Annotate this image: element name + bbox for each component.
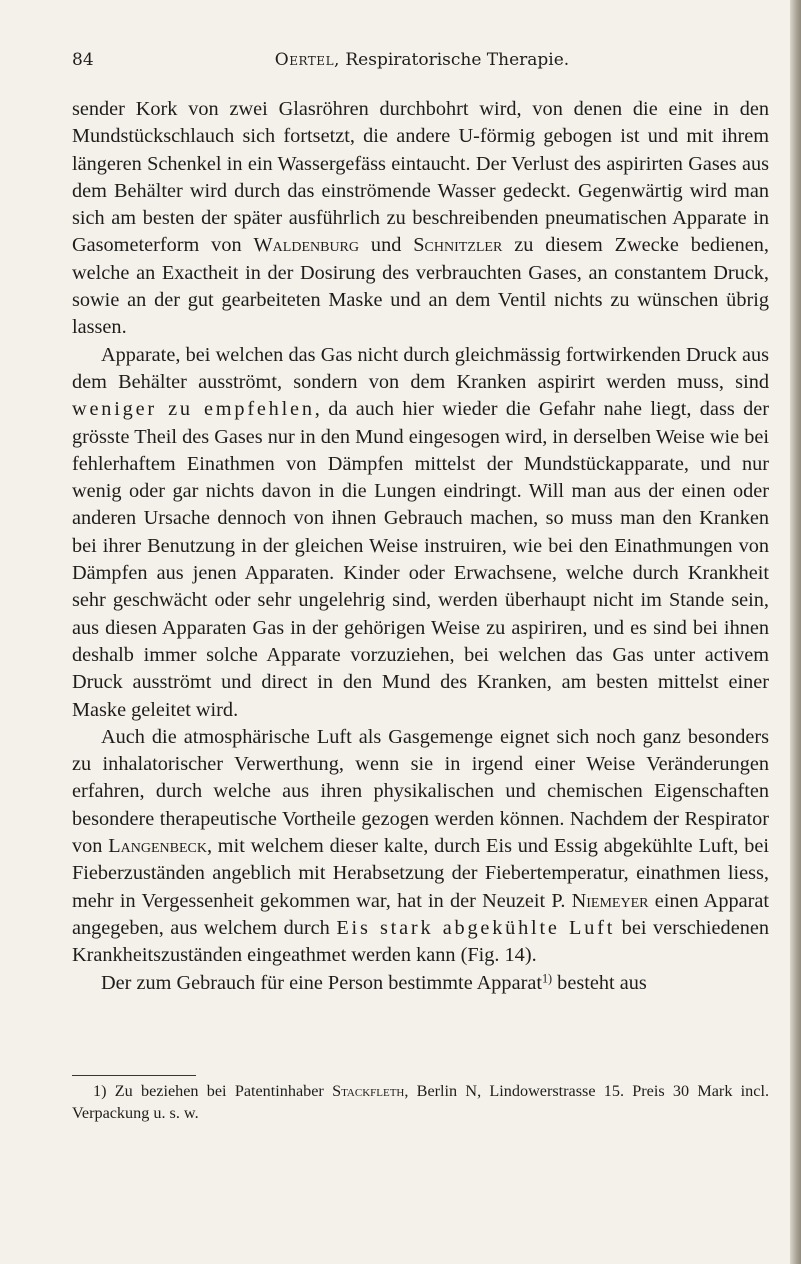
text-run: , mit welchem dieser kalte, durch Eis und Essig abgekühlte Luft, bei Fieberzuständen angeblich mit Herabsetzung der Fiebertemperatur, einathmen liess, mehr in Vergessenheit gekommen war, hat in der Neuzeit P. <box>72 835 769 912</box>
text-run: Auch die atmosphärische Luft als Gasgemenge eignet sich noch ganz besonders zu inhalatorischer Verwerthung, wenn sie in irgend einer Weise Veränderungen erfahren, durch welche aus ihren physikalischen und chemischen Eigenschaften besondere therapeutische Vortheile gezogen werden können. Nachdem der Respirator von <box>72 725 769 858</box>
text-run: sender Kork von zwei Glasröhren durchbohrt wird, von denen die eine in den Mundstückschlauch sich fortsetzt, die andere U-förmig gebogen ist und mit ihrem längeren Schenkel in ein Wassergefäss eintaucht. Der Verlust des aspirirten Gases aus dem Behälter wird durch das einströmende Wasser gedeckt. Gegenwärtig wird man sich am besten der später ausführlich zu beschreibenden pneumatischen Apparate in Gasometerform von <box>72 98 769 257</box>
author-name: Schnitzler <box>413 234 503 257</box>
text-run: Zu beziehen bei Patentinhaber <box>106 1082 333 1100</box>
paragraph-4 <box>72 970 769 997</box>
text-run: , da auch hier wieder die Gefahr nahe liegt, dass der grösste Theil des Gases nur in den Mund eingesogen wird, in derselben Weise wie bei fehlerhaftem Einathmen von Dämpfen mittelst der Mundstückapparate, und nur wenig oder gar nichts davon in die Lungen eindringt. Will man aus der einen oder anderen Ursache dennoch von ihnen Gebrauch machen, so muss man den Kranken bei ihrer Benutzung in der gleichen Weise instruiren, wie bei den Einathmungen von Dämpfen aus jenen Apparaten. Kinder oder Erwachsene, welche durch Krankheit sehr geschwächt oder sehr ungelehrig sind, werden überhaupt nicht im Stande sein, aus diesen Apparaten Gas in der gehörigen Weise zu aspiriren, und es sind bei ihnen deshalb immer solche Apparate vorzuziehen, bei welchen das Gas unter activem Druck ausströmt und direct in den Mund des Kranken, am besten mittelst einer Maske geleitet wird. <box>72 398 769 721</box>
emphasis-spaced: weniger zu empfehlen <box>72 398 315 421</box>
paragraph-1 <box>72 96 769 342</box>
text-run: Der zum Gebrauch für eine Person bestimmte Apparat <box>101 971 542 994</box>
running-head <box>72 50 772 70</box>
body-text <box>72 96 769 997</box>
text-run: einen Apparat angegeben, aus welchem durch <box>72 889 769 939</box>
footnote-marker: 1) <box>93 1082 107 1100</box>
text-run: besteht aus <box>552 971 647 994</box>
paragraph-2 <box>72 342 769 724</box>
author-name: Waldenburg <box>253 234 360 257</box>
footnote <box>72 1080 769 1124</box>
text-run: Apparate, bei welchen das Gas nicht durch gleichmässig fortwirkenden Druck aus dem Behälter ausströmt, sondern von dem Kranken aspirirt werden muss, sind <box>72 343 769 393</box>
emphasis-spaced: Eis stark abgekühlte Luft <box>336 916 616 939</box>
footnote-paragraph <box>72 1080 769 1124</box>
running-head-author: Oertel, <box>274 50 340 70</box>
author-name: Niemeyer <box>571 889 649 912</box>
page-header <box>72 50 772 76</box>
text-run: zu diesem Zwecke bedienen, welche an Exactheit in der Dosirung des verbrauchten Gases, an constantem Druck, sowie an der gut gearbeiteten Maske und an dem Ventil nichts zu wünschen übrig lassen. <box>72 234 770 339</box>
page-number: 84 <box>72 50 94 70</box>
running-head-title: Respiratorische Therapie. <box>339 50 570 70</box>
footnote-rule <box>72 1075 196 1076</box>
author-name: Langenbeck <box>108 835 207 858</box>
paragraph-3 <box>72 724 769 970</box>
footnote-reference: 1) <box>541 970 553 985</box>
text-run: bei verschiedenen Krankheitszuständen eingeathmet werden kann (Fig. 14). <box>72 916 769 967</box>
supplier-name: Stackfleth <box>332 1082 405 1100</box>
text-run: und <box>359 234 414 257</box>
page-edge-shadow <box>790 0 801 1264</box>
text-run: , Berlin N, Lindowerstrasse 15. Preis 30 Mark incl. Verpackung u. s. w. <box>72 1082 769 1122</box>
